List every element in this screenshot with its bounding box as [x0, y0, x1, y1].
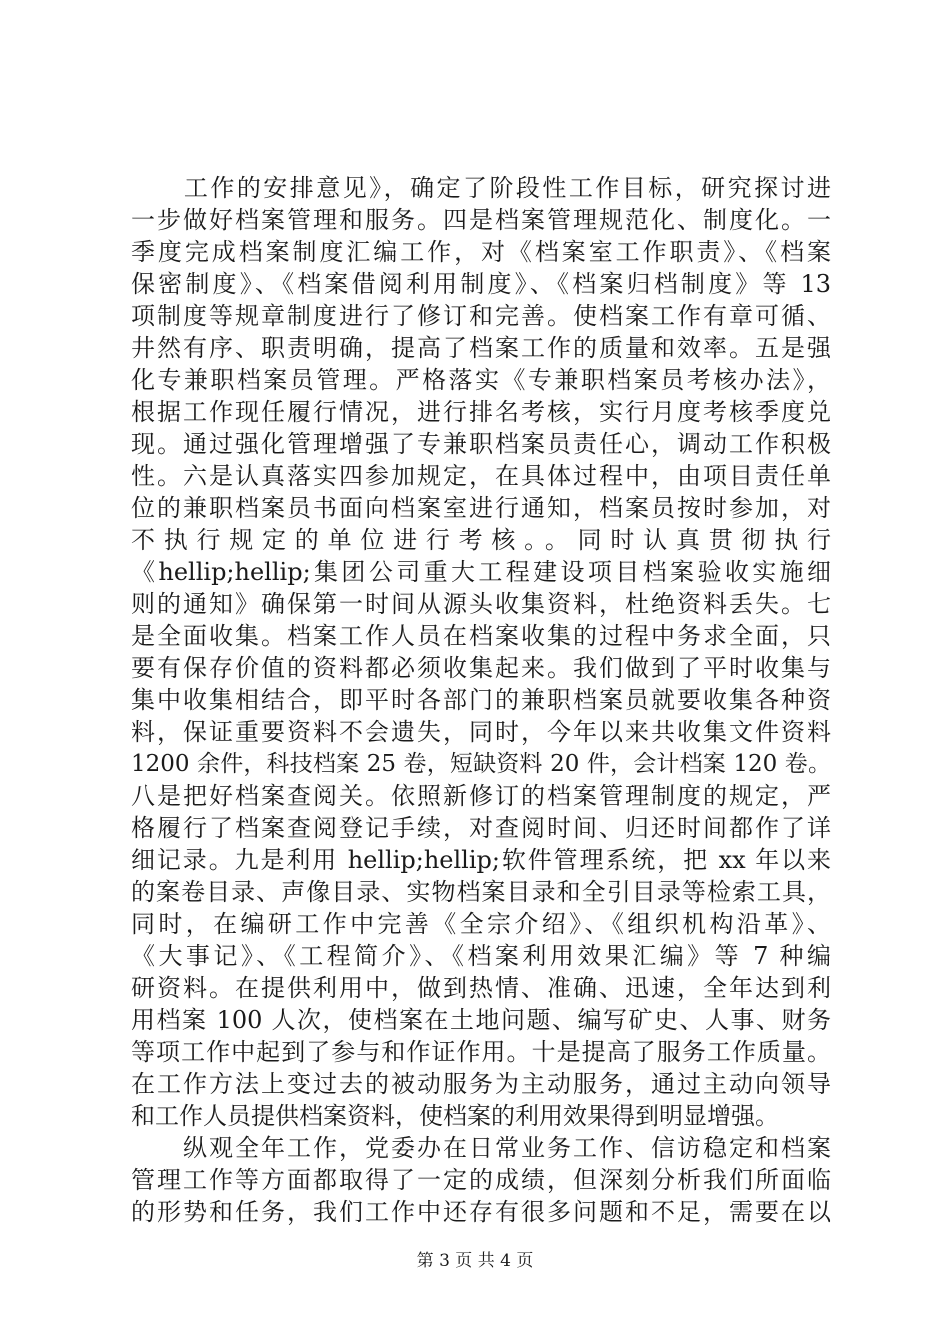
text-line: 不执行规定的单位进行考核。。同时认真贯彻执行	[131, 526, 831, 554]
text-line: 细记录。九是利用 hellip;hellip;软件管理系统，把 xx 年以来	[131, 846, 831, 874]
text-line: 的案卷目录、声像目录、实物档案目录和全引目录等检索工具，	[131, 878, 831, 906]
text-line: 纵观全年工作，党委办在日常业务工作、信访稳定和档案	[131, 1134, 831, 1162]
text-line: 在工作方法上变过去的被动服务为主动服务，通过主动向领导	[131, 1070, 831, 1098]
text-line: 料，保证重要资料不会遗失，同时，今年以来共收集文件资料	[131, 718, 831, 746]
text-line: 《hellip;hellip;集团公司重大工程建设项目档案验收实施细	[131, 558, 831, 586]
text-line: 和工作人员提供档案资料，使档案的利用效果得到明显增强。	[131, 1102, 779, 1130]
text-line: 的形势和任务，我们工作中还存有很多问题和不足，需要在以	[131, 1198, 831, 1226]
text-line: 是全面收集。档案工作人员在档案收集的过程中务求全面，只	[131, 622, 831, 650]
text-line: 位的兼职档案员书面向档案室进行通知，档案员按时参加，对	[131, 494, 831, 522]
text-line: 化专兼职档案员管理。严格落实《专兼职档案员考核办法》，	[131, 366, 831, 394]
text-line: 格履行了档案查阅登记手续，对查阅时间、归还时间都作了详	[131, 814, 831, 842]
text-line: 用档案 100 人次，使档案在土地问题、编写矿史、人事、财务	[131, 1006, 831, 1034]
text-line: 《大事记》、《工程简介》、《档案利用效果汇编》等 7 种编	[131, 942, 831, 970]
body-text	[131, 172, 831, 1228]
text-line: 一步做好档案管理和服务。四是档案管理规范化、制度化。一	[131, 206, 831, 234]
text-line: 1200 余件，科技档案 25 卷，短缺资料 20 件，会计档案 120 卷。	[131, 751, 831, 777]
text-line: 则的通知》确保第一时间从源头收集资料，杜绝资料丢失。七	[131, 590, 831, 618]
text-line: 井然有序、职责明确，提高了档案工作的质量和效率。五是强	[131, 334, 831, 362]
text-line: 研资料。在提供利用中，做到热情、准确、迅速，全年达到利	[131, 974, 831, 1002]
text-line: 性。六是认真落实四参加规定，在具体过程中，由项目责任单	[131, 462, 831, 490]
text-line: 同时，在编研工作中完善《全宗介绍》、《组织机构沿革》、	[131, 910, 831, 938]
text-line: 项制度等规章制度进行了修订和完善。使档案工作有章可循、	[131, 302, 831, 330]
text-line: 管理工作等方面都取得了一定的成绩，但深刻分析我们所面临	[131, 1166, 831, 1194]
text-line: 要有保存价值的资料都必须收集起来。我们做到了平时收集与	[131, 654, 831, 682]
text-line: 集中收集相结合，即平时各部门的兼职档案员就要收集各种资	[131, 686, 831, 714]
text-line: 现。通过强化管理增强了专兼职档案员责任心，调动工作积极	[131, 430, 831, 458]
text-line: 工作的安排意见》，确定了阶段性工作目标，研究探讨进	[131, 174, 831, 202]
text-line: 八是把好档案查阅关。依照新修订的档案管理制度的规定，严	[131, 782, 831, 810]
text-line: 保密制度》、《档案借阅利用制度》、《档案归档制度》等 13	[131, 270, 831, 298]
text-line: 季度完成档案制度汇编工作，对《档案室工作职责》、《档案	[131, 238, 831, 266]
text-line: 等项工作中起到了参与和作证作用。十是提高了服务工作质量。	[131, 1038, 831, 1066]
text-line: 根据工作现任履行情况，进行排名考核，实行月度考核季度兑	[131, 398, 831, 426]
page-number-footer: 第 3 页 共 4 页	[416, 1251, 534, 1271]
